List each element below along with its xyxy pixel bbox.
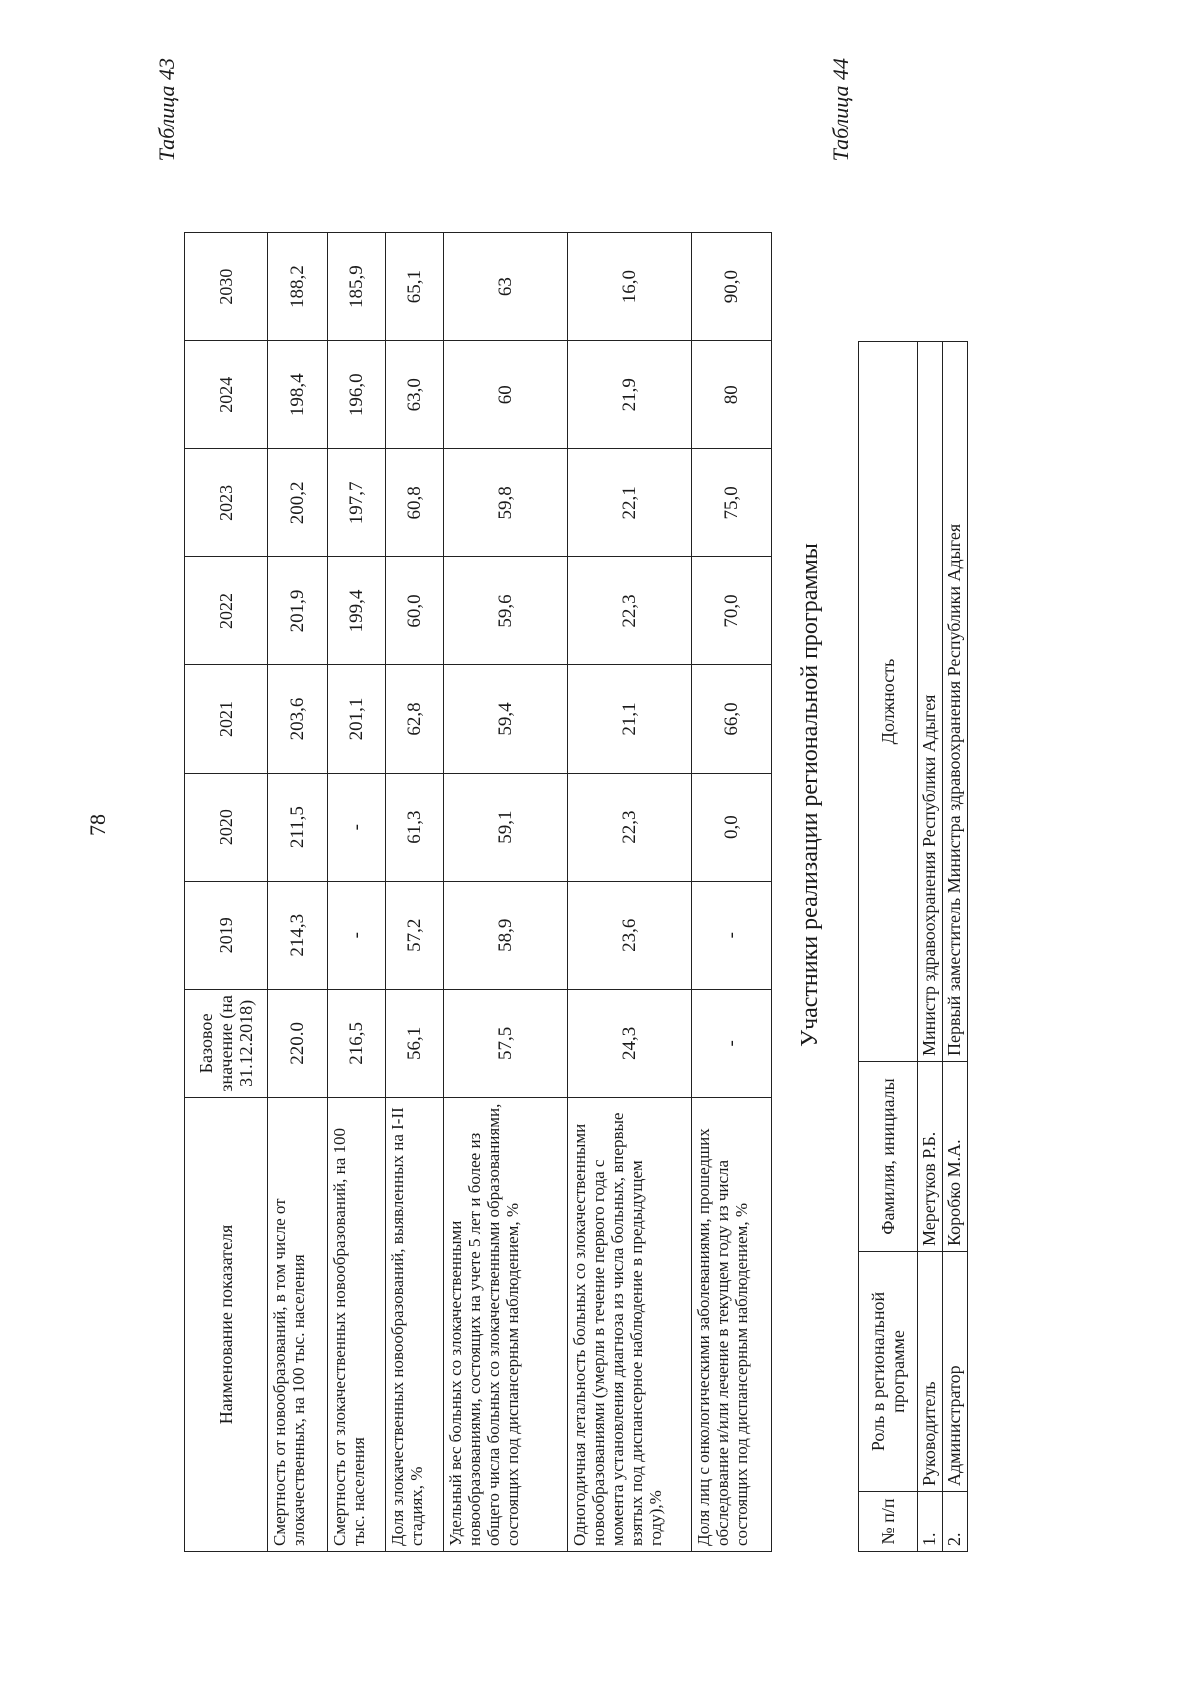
cell-value: 70,0 (692, 557, 772, 665)
indicator-name: Смертность от новообразований, в том числе от злокачественных, на 100 тыс. населения (268, 1097, 328, 1551)
cell-value: 80 (692, 341, 772, 449)
cell-value: 0,0 (692, 773, 772, 881)
table-43 (184, 232, 772, 1552)
section-title: Участники реализации региональной программы (797, 543, 823, 1047)
table-row (328, 233, 386, 1552)
cell-value: 185,9 (328, 233, 386, 341)
full-name: Коробко М.А. (943, 1062, 968, 1252)
page-number: 78 (85, 814, 110, 836)
cell-value: 59,8 (444, 449, 568, 557)
cell-value: 22,1 (568, 449, 692, 557)
cell-value: 24,3 (568, 989, 692, 1097)
table-43-header-row (185, 233, 268, 1552)
table-row (386, 233, 444, 1552)
cell-value: 57,5 (444, 989, 568, 1097)
cell-value: 188,2 (268, 233, 328, 341)
cell-value: 61,3 (386, 773, 444, 881)
header-year-2021: 2021 (185, 665, 268, 773)
table-row (568, 233, 692, 1552)
indicator-name: Доля злокачественных новообразований, выявленных на I-II стадиях, % (386, 1097, 444, 1551)
cell-value: 56,1 (386, 989, 444, 1097)
cell-value: 216,5 (328, 989, 386, 1097)
header-year-2024: 2024 (185, 341, 268, 449)
header-year-2030: 2030 (185, 233, 268, 341)
header-year-2020: 2020 (185, 773, 268, 881)
header-indicator-name: Наименование показателя (185, 1097, 268, 1551)
table-43-caption: Таблица 43 (154, 58, 179, 162)
header-year-2023: 2023 (185, 449, 268, 557)
cell-value: 21,1 (568, 665, 692, 773)
table-row (444, 233, 568, 1552)
cell-value: 211,5 (268, 773, 328, 881)
header-full-name: Фамилия, инициалы (859, 1062, 918, 1252)
table-row (692, 233, 772, 1552)
cell-value: 21,9 (568, 341, 692, 449)
full-name: Меретуков Р.Б. (918, 1062, 943, 1252)
cell-value: 58,9 (444, 881, 568, 989)
cell-value: 63,0 (386, 341, 444, 449)
cell-value: 90,0 (692, 233, 772, 341)
table-row (918, 342, 943, 1552)
cell-value: 200,2 (268, 449, 328, 557)
cell-value: 59,6 (444, 557, 568, 665)
cell-value: 60,8 (386, 449, 444, 557)
role: Руководитель (918, 1252, 943, 1492)
cell-value: 57,2 (386, 881, 444, 989)
header-role: Роль в региональной программе (859, 1252, 918, 1492)
cell-value: - (328, 773, 386, 881)
cell-value: 199,4 (328, 557, 386, 665)
header-position: Должность (859, 342, 918, 1062)
role: Администратор (943, 1252, 968, 1492)
table-44 (858, 341, 968, 1552)
cell-value: 60 (444, 341, 568, 449)
position: Министр здравоохранения Республики Адыгея (918, 342, 943, 1062)
cell-value: 65,1 (386, 233, 444, 341)
indicator-name: Удельный вес больных со злокачественными новообразованиями, состоящих на учете 5 лет и более из общего числа больных со злокачественными образованиями, состоящих под диспансерным наблюдением, % (444, 1097, 568, 1551)
cell-value: 201,9 (268, 557, 328, 665)
indicator-name: Смертность от злокачественных новообразований, на 100 тыс. населения (328, 1097, 386, 1551)
cell-value: 60,0 (386, 557, 444, 665)
row-number: 1. (918, 1492, 943, 1552)
cell-value: 203,6 (268, 665, 328, 773)
cell-value: 220.0 (268, 989, 328, 1097)
cell-value: - (328, 881, 386, 989)
cell-value: 59,4 (444, 665, 568, 773)
cell-value: 197,7 (328, 449, 386, 557)
header-base-value: Базовое значение (на 31.12.2018) (185, 989, 268, 1097)
cell-value: 201,1 (328, 665, 386, 773)
cell-value: 22,3 (568, 773, 692, 881)
header-year-2022: 2022 (185, 557, 268, 665)
header-number: № п/п (859, 1492, 918, 1552)
position: Первый заместитель Министра здравоохранения Республики Адыгея (943, 342, 968, 1062)
cell-value: 62,8 (386, 665, 444, 773)
header-year-2019: 2019 (185, 881, 268, 989)
row-number: 2. (943, 1492, 968, 1552)
table-44-caption: Таблица 44 (828, 58, 853, 162)
cell-value: 75,0 (692, 449, 772, 557)
cell-value: - (692, 989, 772, 1097)
cell-value: - (692, 881, 772, 989)
cell-value: 16,0 (568, 233, 692, 341)
cell-value: 22,3 (568, 557, 692, 665)
rotated-document (150, 40, 1100, 1630)
table-row (268, 233, 328, 1552)
cell-value: 23,6 (568, 881, 692, 989)
indicator-name: Одногодичная летальность больных со злокачественными новообразованиями (умерли в течение первого года с момента установления диагноза из числа больных, впервые взятых под диспансерное наблюдение в предыдущем году),% (568, 1097, 692, 1551)
cell-value: 63 (444, 233, 568, 341)
table-row (943, 342, 968, 1552)
indicator-name: Доля лиц с онкологическими заболеваниями, прошедших обследование и/или лечение в текущем году из числа состоящих под диспансерным наблюдением, % (692, 1097, 772, 1551)
table-44-header-row (859, 342, 918, 1552)
cell-value: 196,0 (328, 341, 386, 449)
cell-value: 66,0 (692, 665, 772, 773)
cell-value: 198,4 (268, 341, 328, 449)
cell-value: 59,1 (444, 773, 568, 881)
cell-value: 214,3 (268, 881, 328, 989)
